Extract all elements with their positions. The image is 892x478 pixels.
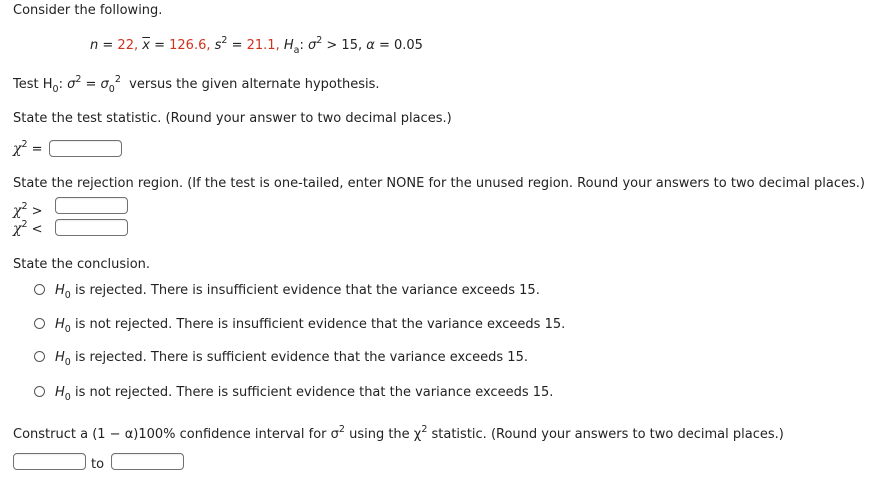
chi-square-label: $\chi^2$ = [13,139,43,157]
rejection-region-prompt: State the rejection region. (If the test is one-tailed, enter NONE for the unused region. Round your answers to two decimal places.) [13,176,866,191]
conclusion-option-2[interactable]: $H_0$ is not rejected. There is insufficient evidence that the variance exceeds 15. [55,317,566,335]
conclusion-option-4-radio[interactable] [34,386,45,397]
conclusion-option-3[interactable]: $H_0$ is rejected. There is sufficient evidence that the variance exceeds 15. [55,350,528,368]
hypothesis-statement: Test $H_0$: $\sigma^2 = \sigma_0^2$ versus the given alternate hypothesis. [13,74,380,95]
given-values: n = 22, $\overline{x} = 126.6$, $s^2 = 21.1$, $H_a$: $\sigma^2 > 15$, α = 0.05 [90,35,423,56]
conclusion-option-1-radio[interactable] [34,284,45,295]
conclusion-prompt: State the conclusion. [13,257,151,272]
conclusion-option-3-radio[interactable] [34,351,45,362]
ci-lower-input[interactable] [13,453,86,470]
rejection-lower-input[interactable] [55,219,128,236]
chi-square-gt-label: $\chi^2$ > [13,201,43,219]
intro-text: Consider the following. [13,3,163,18]
rejection-upper-input[interactable] [55,197,128,214]
conclusion-option-1[interactable]: $H_0$ is rejected. There is insufficient evidence that the variance exceeds 15. [55,283,540,301]
chi-square-lt-label: $\chi^2$ < [13,219,43,237]
test-statistic-input[interactable] [49,140,122,157]
ci-upper-input[interactable] [111,453,184,470]
confidence-interval-prompt: Construct a (1 − α)100% confidence interval for $\sigma^2$ using the $\chi^2$ statistic. (Round your answers to two decimal places.) [13,424,784,442]
conclusion-option-2-radio[interactable] [34,318,45,329]
conclusion-option-4[interactable]: $H_0$ is not rejected. There is sufficient evidence that the variance exceeds 15. [55,385,554,403]
to-label: to [91,457,105,472]
test-statistic-prompt: State the test statistic. (Round your answer to two decimal places.) [13,111,452,126]
